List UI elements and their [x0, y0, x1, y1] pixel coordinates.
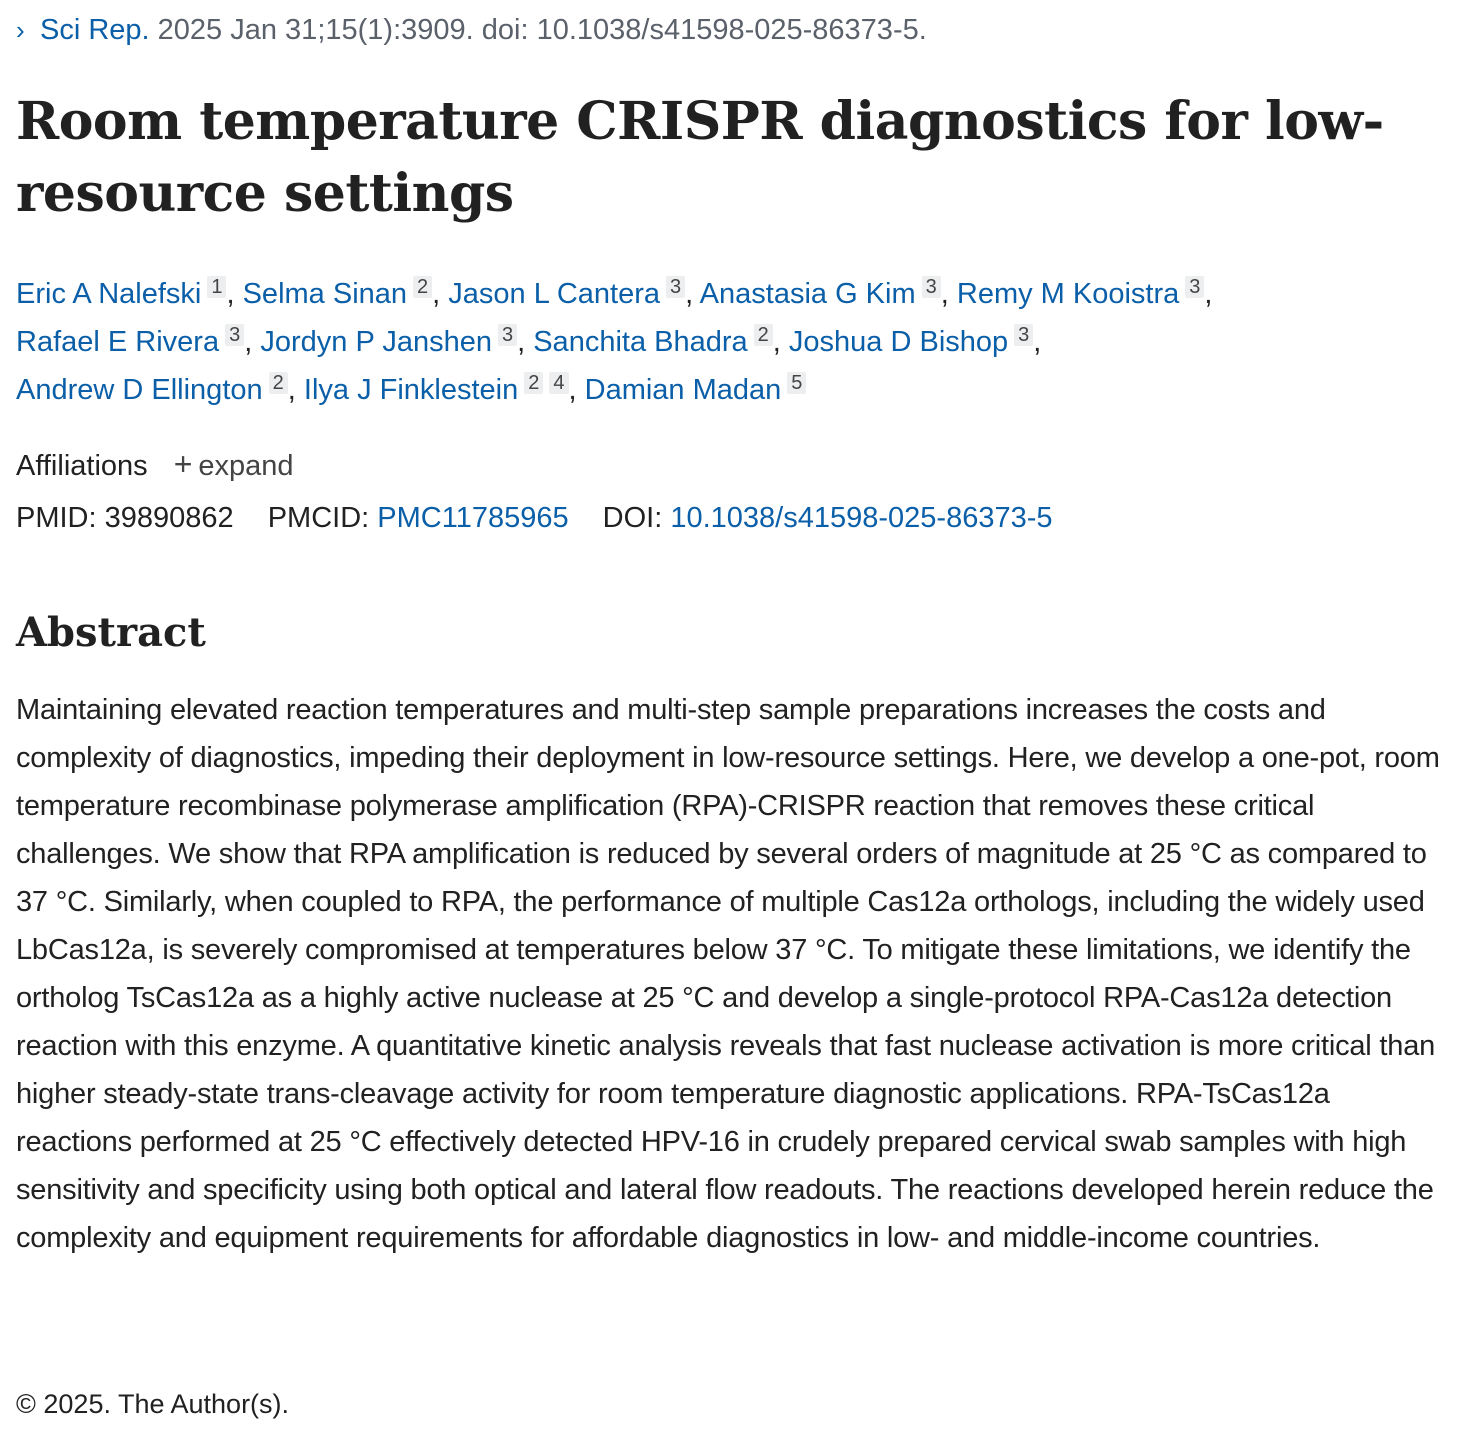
affiliation-badge[interactable]: 3	[666, 276, 685, 298]
affiliation-badge[interactable]: 1	[207, 276, 226, 298]
affiliation-badge[interactable]: 3	[1014, 324, 1033, 346]
author-separator: ,	[432, 278, 449, 310]
affiliation-badge[interactable]: 3	[225, 324, 244, 346]
author-separator: ,	[940, 278, 957, 310]
affiliation-badge[interactable]: 5	[787, 372, 806, 394]
author-link[interactable]: Sanchita Bhadra	[533, 326, 748, 358]
affiliation-badge[interactable]: 3	[1185, 276, 1204, 298]
pmcid	[268, 502, 569, 534]
copyright-notice: © 2025. The Author(s).	[16, 1389, 290, 1419]
author-link[interactable]: Jason L Cantera	[448, 278, 661, 310]
affiliation-badge[interactable]: 2	[754, 324, 773, 346]
journal-link[interactable]: Sci Rep.	[40, 14, 150, 46]
plus-icon: +	[173, 446, 193, 482]
author-separator: ,	[685, 278, 700, 310]
author-entry	[260, 326, 517, 358]
affiliation-badge[interactable]: 2	[269, 372, 288, 394]
author-list	[16, 270, 1436, 414]
affiliations-row	[16, 444, 294, 486]
affiliation-badge[interactable]: 3	[922, 276, 941, 298]
chevron-right-icon[interactable]: ›	[16, 15, 25, 45]
affiliations-label: Affiliations	[16, 450, 148, 482]
author-separator: ,	[1033, 326, 1042, 358]
citation-details: 2025 Jan 31;15(1):3909. doi: 10.1038/s41598-025-86373-5.	[157, 14, 927, 46]
author-link[interactable]: Andrew D Ellington	[16, 374, 263, 406]
author-link[interactable]: Eric A Nalefski	[16, 278, 202, 310]
abstract-text: Maintaining elevated reaction temperatures and multi-step sample preparations increases the costs and complexity of diagnostics, impeding their deployment in low-resource settings. Here, we develop a one-pot, room temperature recombinase polymerase amplification (RPA)-CRISPR reaction that removes these critical challenges. We show that RPA amplification is reduced by several orders of magnitude at 25 °C as compared to 37 °C. Similarly, when coupled to RPA, the performance of multiple Cas12a orthologs, including the widely used LbCas12a, is severely compromised at temperatures below 37 °C. To mitigate these limitations, we identify the ortholog TsCas12a as a highly active nuclease at 25 °C and develop a single-protocol RPA-Cas12a detection reaction with this enzyme. A quantitative kinetic analysis reveals that fast nuclease activation is more critical than higher steady-state trans-cleavage activity for room temperature diagnostic applications. RPA-TsCas12a reactions performed at 25 °C effectively detected HPV-16 in crudely prepared cervical swab samples with high sensitivity and specificity using both optical and lateral flow readouts. The reactions developed herein reduce the complexity and equipment requirements for affordable diagnostics in low- and middle-income countries.	[16, 694, 1440, 1254]
doi-label: DOI:	[602, 502, 663, 534]
author-separator: ,	[244, 326, 261, 358]
pmid-label: PMID:	[16, 502, 97, 534]
affiliation-badge[interactable]: 2	[413, 276, 432, 298]
author-separator: ,	[517, 326, 534, 358]
author-link[interactable]: Damian Madan	[584, 374, 782, 406]
author-separator: ,	[287, 374, 304, 406]
author-entry	[448, 278, 685, 310]
author-entry	[243, 278, 433, 310]
author-entry	[16, 374, 288, 406]
author-entry	[585, 374, 807, 406]
author-link[interactable]: Anastasia G Kim	[699, 278, 916, 310]
doi-link[interactable]: 10.1038/s41598-025-86373-5	[670, 502, 1053, 534]
author-entry	[16, 326, 244, 358]
affiliations-expand-button[interactable]	[173, 446, 294, 482]
author-separator: ,	[226, 278, 243, 310]
abstract-heading: Abstract	[16, 609, 206, 656]
doi	[603, 502, 1053, 534]
author-link[interactable]: Joshua D Bishop	[788, 326, 1009, 358]
author-link[interactable]: Remy M Kooistra	[956, 278, 1180, 310]
author-entry	[789, 326, 1033, 358]
author-entry	[304, 374, 569, 406]
expand-label: expand	[198, 450, 294, 482]
author-entry	[957, 278, 1205, 310]
citation-line	[16, 10, 927, 50]
author-entry	[700, 278, 941, 310]
author-separator: ,	[568, 374, 585, 406]
affiliation-badge[interactable]: 3	[498, 324, 517, 346]
page-title: Room temperature CRISPR diagnostics for low-resource settings	[16, 91, 1384, 224]
pmcid-link[interactable]: PMC11785965	[377, 502, 569, 534]
author-separator: ,	[772, 326, 789, 358]
identifiers-row	[16, 498, 1079, 538]
author-link[interactable]: Rafael E Rivera	[16, 326, 220, 358]
affiliation-badge[interactable]: 4	[549, 372, 568, 394]
affiliation-badge[interactable]: 2	[524, 372, 543, 394]
author-entry	[533, 326, 773, 358]
pmid	[16, 502, 234, 534]
pmid-value: 39890862	[104, 502, 234, 534]
author-entry	[16, 278, 226, 310]
author-link[interactable]: Jordyn P Janshen	[260, 326, 492, 358]
author-link[interactable]: Selma Sinan	[242, 278, 408, 310]
pmcid-label: PMCID:	[267, 502, 370, 534]
author-separator: ,	[1204, 278, 1213, 310]
author-link[interactable]: Ilya J Finklestein	[303, 374, 519, 406]
